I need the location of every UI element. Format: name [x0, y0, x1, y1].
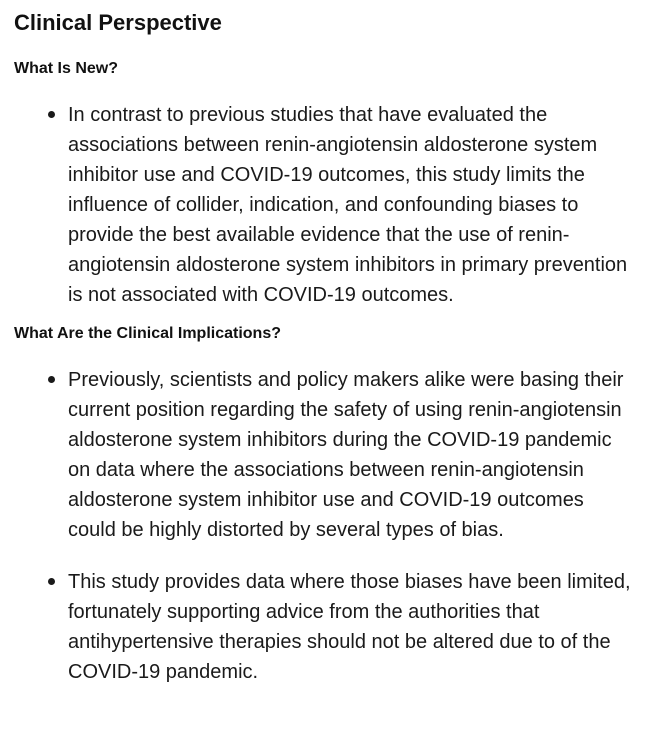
bullet-icon: [48, 376, 55, 383]
list-item: [14, 365, 634, 545]
section-heading-what-is-new: What Is New?: [14, 60, 119, 77]
bullet-icon: [48, 578, 55, 585]
list-item: [14, 567, 634, 687]
clinical-implications-list: [14, 365, 659, 687]
page-title: Clinical Perspective: [14, 10, 222, 35]
list-item-text: Previously, scientists and policy makers alike were basing their current position regarding the safety of using renin-angiotensin aldosterone system inhibitors during the COVID-19 pandemic on data where the associations between renin-angiotensin aldosterone system inhibitor use and COVID-19 outcomes could be highly distorted by several types of bias.: [68, 369, 624, 541]
what-is-new-list: [14, 100, 659, 310]
bullet-icon: [48, 111, 55, 118]
section-heading-clinical-implications: What Are the Clinical Implications?: [14, 325, 281, 342]
list-item-text: This study provides data where those biases have been limited, fortunately supporting advice from the authorities that antihypertensive therapies should not be altered due to of the COVID-19 pandemic.: [68, 571, 631, 683]
list-item-text: In contrast to previous studies that have evaluated the associations between renin-angiotensin aldosterone system inhibitor use and COVID-19 outcomes, this study limits the influence of collider, indication, and confounding biases to provide the best available evidence that the use of renin-angiotensin aldosterone system inhibitors in primary prevention is not associated with COVID-19 outcomes.: [68, 104, 628, 306]
list-item: [14, 100, 634, 310]
